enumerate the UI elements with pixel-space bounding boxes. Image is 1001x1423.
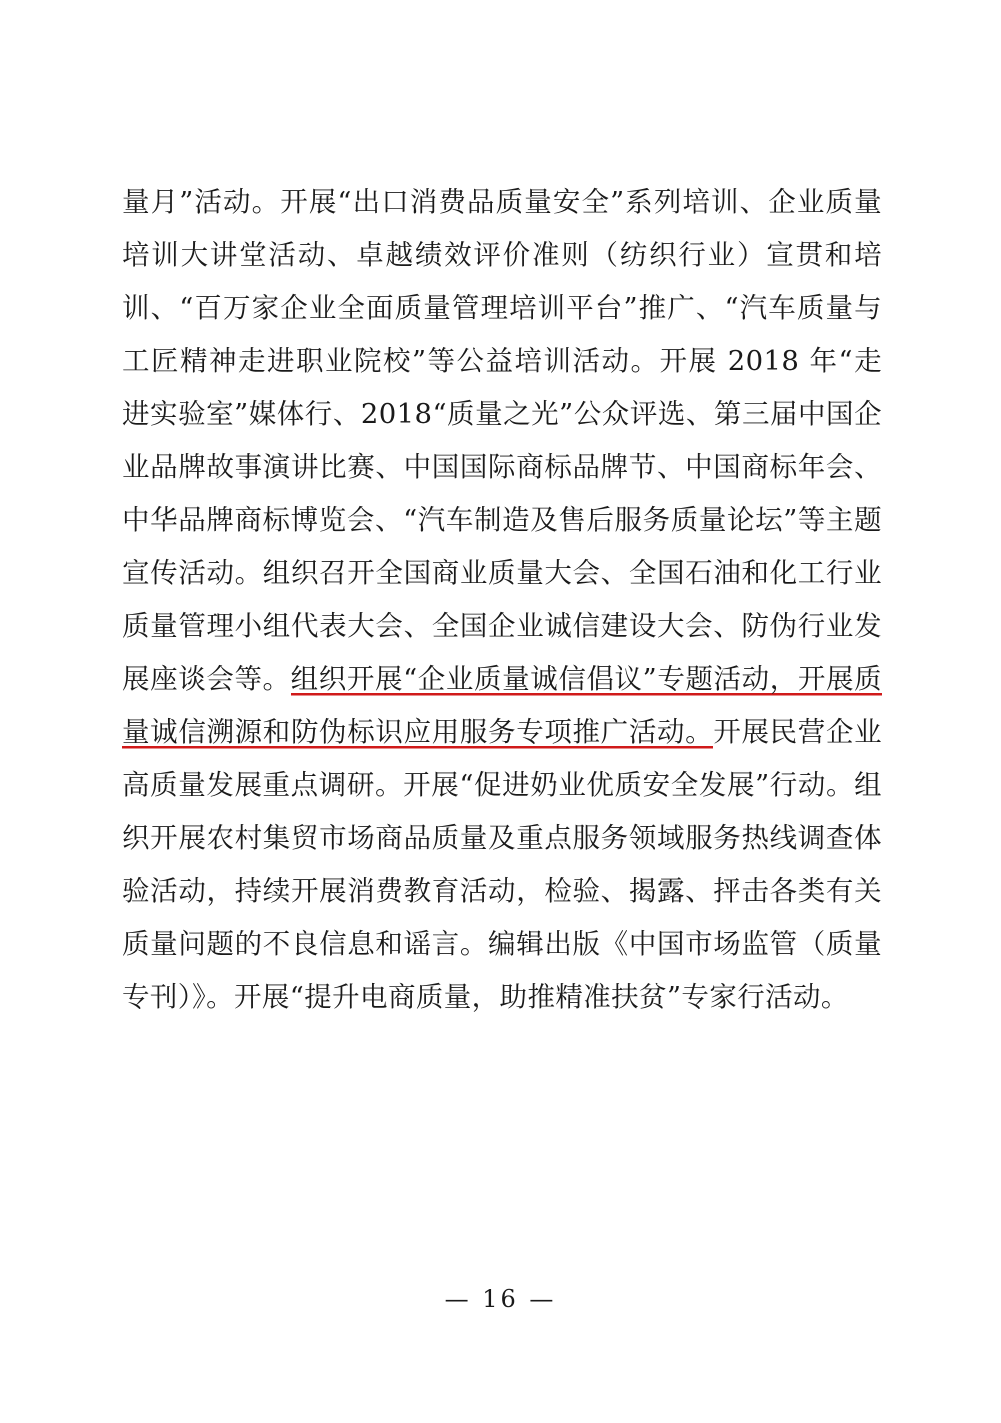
page-number: — 16 — bbox=[444, 1285, 557, 1313]
highlighted-passage: 组织开展“企业质量诚信倡议”专题活动，开展质量诚信溯源和防伪标识应用服务专项推广活动。 bbox=[122, 662, 882, 748]
paragraph-text-before-highlight: 量月”活动。开展“出口消费品质量安全”系列培训、企业质量培训大讲堂活动、卓越绩效评价准则（纺织行业）宣贯和培训、“百万家企业全面质量管理培训平台”推广、“汽车质量与工匠精神走进职业院校”等公益培训活动。开展 2018 年“走进实验室”媒体行、2018“质量之光”公众评选、第三届中国企业品牌故事演讲比赛、中国国际商标品牌节、中国商标年会、中华品牌商标博览会、“汽车制造及售后服务质量论坛”等主题宣传活动。组织召开全国商业质量大会、全国石油和化工行业质量管理小组代表大会、全国企业诚信建设大会、防伪行业发展座谈会等。 bbox=[122, 185, 882, 695]
paragraph-text-after-highlight: 开展民营企业高质量发展重点调研。开展“促进奶业优质安全发展”行动。组织开展农村集贸市场商品质量及重点服务领域服务热线调查体验活动，持续开展消费教育活动，检验、揭露、抨击各类有关质量问题的不良信息和谣言。编辑出版《中国市场监管（质量专刊）》。开展“提升电商质量，助推精准扶贫”专家行活动。 bbox=[122, 715, 882, 1013]
page-content bbox=[122, 148, 882, 1051]
page-footer bbox=[0, 1285, 1001, 1313]
body-paragraph bbox=[122, 176, 882, 1024]
